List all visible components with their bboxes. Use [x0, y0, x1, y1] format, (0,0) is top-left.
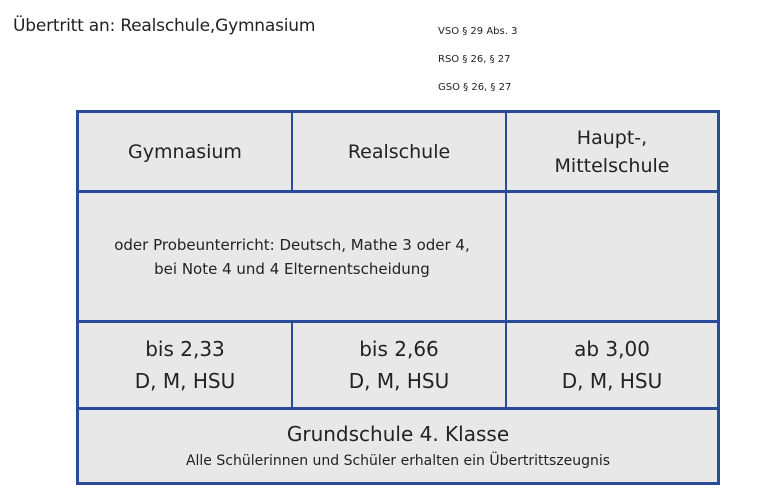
grade-gymnasium	[79, 323, 291, 407]
probe-text-line-2: bei Note 4 und 4 Elternentscheidung	[154, 259, 430, 278]
header-realschule-label: Realschule	[347, 140, 451, 163]
header-gymnasium	[79, 113, 291, 190]
header-gymnasium-label: Gymnasium	[128, 140, 242, 163]
grade-mittelschule-limit: ab 3,00	[574, 337, 650, 361]
grade-realschule-limit: bis 2,66	[359, 337, 439, 361]
grade-realschule-subjects: D, M, HSU	[348, 369, 450, 393]
grade-realschule	[293, 323, 505, 407]
grade-mittelschule-subjects: D, M, HSU	[561, 369, 663, 393]
legal-references	[438, 18, 517, 102]
footer-subtitle: Alle Schülerinnen und Schüler erhalten ein Übertrittszeugnis	[185, 453, 611, 469]
empty-cell	[507, 193, 717, 320]
reference-gso: GSO § 26, § 27	[438, 82, 512, 93]
page-title: Übertritt an: Realschule,Gymnasium	[13, 16, 316, 36]
grade-mittelschule	[507, 323, 717, 407]
header-mittelschule-label: Haupt-, Mittelschule	[554, 126, 670, 177]
grundschule-footer	[79, 410, 717, 482]
header-realschule	[293, 113, 505, 190]
grade-gymnasium-limit: bis 2,33	[145, 337, 225, 361]
probeunterricht-note	[79, 193, 505, 320]
reference-vso: VSO § 29 Abs. 3	[438, 26, 518, 37]
probe-text-line-1: oder Probeunterricht: Deutsch, Mathe 3 oder 4,	[114, 235, 470, 254]
reference-rso: RSO § 26, § 27	[438, 54, 511, 65]
school-transfer-table	[76, 110, 720, 485]
header-mittelschule	[507, 113, 717, 190]
grade-gymnasium-subjects: D, M, HSU	[134, 369, 236, 393]
footer-title: Grundschule 4. Klasse	[286, 422, 510, 446]
